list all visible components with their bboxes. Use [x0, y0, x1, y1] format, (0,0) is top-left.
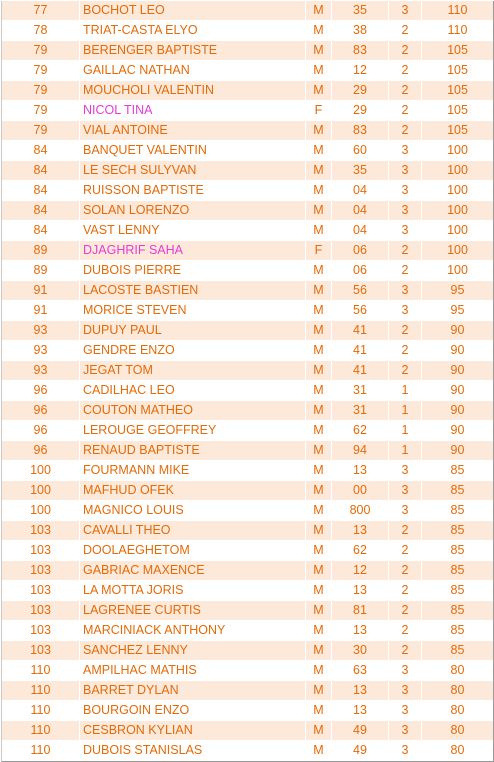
rank-cell[interactable]: 103: [2, 601, 80, 620]
name-cell[interactable]: MAGNICO LOUIS: [80, 501, 306, 520]
category-cell[interactable]: 2: [389, 621, 422, 640]
ranking-table: [1, 1, 494, 762]
points-cell[interactable]: 85: [450, 523, 465, 537]
sex-cell[interactable]: M: [306, 161, 332, 180]
sex-cell[interactable]: M: [306, 741, 332, 760]
table-row[interactable]: [2, 401, 493, 421]
department-cell[interactable]: 29: [332, 81, 389, 100]
sex-cell[interactable]: M: [306, 201, 332, 220]
category-cell[interactable]: 2: [389, 261, 422, 280]
sex-cell[interactable]: M: [306, 401, 332, 420]
table-row[interactable]: [2, 301, 493, 321]
category-cell[interactable]: 2: [389, 81, 422, 100]
rank-cell[interactable]: 96: [2, 421, 80, 440]
category-cell[interactable]: 1: [389, 401, 422, 420]
sex-cell[interactable]: M: [306, 141, 332, 160]
table-row[interactable]: [2, 201, 493, 221]
category-cell[interactable]: 1: [389, 381, 422, 400]
table-row[interactable]: [2, 421, 493, 441]
category-cell[interactable]: 3: [389, 701, 422, 720]
name-cell[interactable]: COUTON MATHEO: [80, 401, 306, 420]
category-cell[interactable]: 2: [389, 101, 422, 120]
department-cell[interactable]: 62: [332, 541, 389, 560]
department-cell[interactable]: 81: [332, 601, 389, 620]
table-row[interactable]: [2, 321, 493, 341]
table-row[interactable]: [2, 721, 493, 741]
table-row[interactable]: [2, 41, 493, 61]
sex-cell[interactable]: M: [306, 421, 332, 440]
points-cell[interactable]: 90: [450, 363, 465, 377]
category-cell[interactable]: 2: [389, 581, 422, 600]
points-cell[interactable]: 85: [450, 563, 465, 577]
rank-cell[interactable]: 103: [2, 621, 80, 640]
sex-cell[interactable]: M: [306, 521, 332, 540]
points-cell[interactable]: 85: [450, 503, 465, 517]
sex-cell[interactable]: M: [306, 561, 332, 580]
sex-cell[interactable]: M: [306, 61, 332, 80]
points-cell[interactable]: 105: [447, 123, 468, 137]
points-cell[interactable]: 100: [447, 143, 468, 157]
rank-cell[interactable]: 89: [2, 261, 80, 280]
category-cell[interactable]: 2: [389, 561, 422, 580]
sex-cell[interactable]: M: [306, 81, 332, 100]
name-cell[interactable]: DOOLAEGHETOM: [80, 541, 306, 560]
department-cell[interactable]: 29: [332, 101, 389, 120]
rank-cell[interactable]: 110: [2, 681, 80, 700]
name-cell[interactable]: VIAL ANTOINE: [80, 121, 306, 140]
table-row[interactable]: [2, 121, 493, 141]
name-cell[interactable]: LEROUGE GEOFFREY: [80, 421, 306, 440]
table-row[interactable]: [2, 521, 493, 541]
department-cell[interactable]: 06: [332, 241, 389, 260]
name-cell[interactable]: GENDRE ENZO: [80, 341, 306, 360]
points-cell[interactable]: 85: [450, 543, 465, 557]
table-row[interactable]: [2, 661, 493, 681]
rank-cell[interactable]: 84: [2, 221, 80, 240]
points-cell[interactable]: 80: [450, 683, 465, 697]
sex-cell[interactable]: M: [306, 621, 332, 640]
sex-cell[interactable]: M: [306, 281, 332, 300]
rank-cell[interactable]: 89: [2, 241, 80, 260]
points-cell[interactable]: 85: [450, 623, 465, 637]
name-cell[interactable]: BANQUET VALENTIN: [80, 141, 306, 160]
points-cell[interactable]: 80: [450, 663, 465, 677]
category-cell[interactable]: 3: [389, 141, 422, 160]
sex-cell[interactable]: M: [306, 41, 332, 60]
table-row[interactable]: [2, 281, 493, 301]
points-cell[interactable]: 95: [450, 303, 465, 317]
category-cell[interactable]: 3: [389, 481, 422, 500]
department-cell[interactable]: 31: [332, 401, 389, 420]
table-row[interactable]: [2, 621, 493, 641]
department-cell[interactable]: 04: [332, 181, 389, 200]
name-cell[interactable]: CESBRON KYLIAN: [80, 721, 306, 740]
sex-cell[interactable]: M: [306, 221, 332, 240]
sex-cell[interactable]: M: [306, 541, 332, 560]
category-cell[interactable]: 2: [389, 21, 422, 40]
category-cell[interactable]: 3: [389, 1, 422, 20]
points-cell[interactable]: 105: [447, 63, 468, 77]
sex-cell[interactable]: F: [306, 241, 332, 260]
name-cell[interactable]: BERENGER BAPTISTE: [80, 41, 306, 60]
points-cell[interactable]: 80: [450, 743, 465, 757]
table-row[interactable]: [2, 361, 493, 381]
sex-cell[interactable]: M: [306, 661, 332, 680]
points-cell[interactable]: 90: [450, 423, 465, 437]
name-cell[interactable]: CADILHAC LEO: [80, 381, 306, 400]
name-cell[interactable]: RENAUD BAPTISTE: [80, 441, 306, 460]
department-cell[interactable]: 13: [332, 681, 389, 700]
name-cell[interactable]: CAVALLI THEO: [80, 521, 306, 540]
department-cell[interactable]: 83: [332, 41, 389, 60]
category-cell[interactable]: 3: [389, 301, 422, 320]
department-cell[interactable]: 49: [332, 741, 389, 760]
category-cell[interactable]: 2: [389, 61, 422, 80]
sex-cell[interactable]: M: [306, 441, 332, 460]
name-cell[interactable]: DUPUY PAUL: [80, 321, 306, 340]
rank-cell[interactable]: 100: [2, 461, 80, 480]
points-cell[interactable]: 110: [447, 3, 468, 17]
rank-cell[interactable]: 79: [2, 81, 80, 100]
table-row[interactable]: [2, 101, 493, 121]
category-cell[interactable]: 2: [389, 241, 422, 260]
name-cell[interactable]: RUISSON BAPTISTE: [80, 181, 306, 200]
department-cell[interactable]: 62: [332, 421, 389, 440]
points-cell[interactable]: 90: [450, 403, 465, 417]
category-cell[interactable]: 2: [389, 321, 422, 340]
table-row[interactable]: [2, 161, 493, 181]
department-cell[interactable]: 60: [332, 141, 389, 160]
department-cell[interactable]: 31: [332, 381, 389, 400]
category-cell[interactable]: 1: [389, 421, 422, 440]
department-cell[interactable]: 12: [332, 61, 389, 80]
name-cell[interactable]: JEGAT TOM: [80, 361, 306, 380]
name-cell[interactable]: LACOSTE BASTIEN: [80, 281, 306, 300]
table-row[interactable]: [2, 701, 493, 721]
category-cell[interactable]: 2: [389, 121, 422, 140]
rank-cell[interactable]: 110: [2, 741, 80, 760]
table-row[interactable]: [2, 601, 493, 621]
table-row[interactable]: [2, 461, 493, 481]
points-cell[interactable]: 90: [450, 343, 465, 357]
department-cell[interactable]: 13: [332, 701, 389, 720]
category-cell[interactable]: 2: [389, 361, 422, 380]
rank-cell[interactable]: 84: [2, 201, 80, 220]
table-row[interactable]: [2, 1, 493, 21]
points-cell[interactable]: 105: [447, 103, 468, 117]
name-cell[interactable]: LA MOTTA JORIS: [80, 581, 306, 600]
category-cell[interactable]: 3: [389, 461, 422, 480]
category-cell[interactable]: 3: [389, 661, 422, 680]
points-cell[interactable]: 90: [450, 323, 465, 337]
rank-cell[interactable]: 103: [2, 581, 80, 600]
points-cell[interactable]: 105: [447, 43, 468, 57]
sex-cell[interactable]: M: [306, 681, 332, 700]
rank-cell[interactable]: 100: [2, 501, 80, 520]
category-cell[interactable]: 2: [389, 341, 422, 360]
points-cell[interactable]: 100: [447, 163, 468, 177]
sex-cell[interactable]: M: [306, 641, 332, 660]
department-cell[interactable]: 04: [332, 201, 389, 220]
table-row[interactable]: [2, 541, 493, 561]
table-row[interactable]: [2, 141, 493, 161]
points-cell[interactable]: 100: [447, 203, 468, 217]
table-row[interactable]: [2, 561, 493, 581]
points-cell[interactable]: 105: [447, 83, 468, 97]
rank-cell[interactable]: 110: [2, 661, 80, 680]
category-cell[interactable]: 1: [389, 441, 422, 460]
sex-cell[interactable]: M: [306, 701, 332, 720]
department-cell[interactable]: 41: [332, 341, 389, 360]
table-row[interactable]: [2, 261, 493, 281]
rank-cell[interactable]: 93: [2, 361, 80, 380]
rank-cell[interactable]: 78: [2, 21, 80, 40]
sex-cell[interactable]: M: [306, 121, 332, 140]
department-cell[interactable]: 35: [332, 1, 389, 20]
department-cell[interactable]: 41: [332, 361, 389, 380]
name-cell[interactable]: LAGRENEE CURTIS: [80, 601, 306, 620]
sex-cell[interactable]: F: [306, 101, 332, 120]
table-row[interactable]: [2, 81, 493, 101]
category-cell[interactable]: 2: [389, 521, 422, 540]
name-cell[interactable]: NICOL TINA: [80, 101, 306, 120]
category-cell[interactable]: 3: [389, 501, 422, 520]
rank-cell[interactable]: 91: [2, 281, 80, 300]
points-cell[interactable]: 85: [450, 643, 465, 657]
table-row[interactable]: [2, 61, 493, 81]
table-row[interactable]: [2, 441, 493, 461]
name-cell[interactable]: MORICE STEVEN: [80, 301, 306, 320]
rank-cell[interactable]: 103: [2, 561, 80, 580]
name-cell[interactable]: TRIAT-CASTA ELYO: [80, 21, 306, 40]
category-cell[interactable]: 3: [389, 181, 422, 200]
rank-cell[interactable]: 84: [2, 181, 80, 200]
department-cell[interactable]: 30: [332, 641, 389, 660]
sex-cell[interactable]: M: [306, 601, 332, 620]
category-cell[interactable]: 3: [389, 201, 422, 220]
category-cell[interactable]: 2: [389, 541, 422, 560]
points-cell[interactable]: 90: [450, 443, 465, 457]
sex-cell[interactable]: M: [306, 481, 332, 500]
rank-cell[interactable]: 84: [2, 161, 80, 180]
department-cell[interactable]: 56: [332, 281, 389, 300]
sex-cell[interactable]: M: [306, 581, 332, 600]
name-cell[interactable]: BARRET DYLAN: [80, 681, 306, 700]
rank-cell[interactable]: 93: [2, 341, 80, 360]
rank-cell[interactable]: 110: [2, 701, 80, 720]
sex-cell[interactable]: M: [306, 361, 332, 380]
rank-cell[interactable]: 77: [2, 1, 80, 20]
department-cell[interactable]: 04: [332, 221, 389, 240]
department-cell[interactable]: 800: [332, 501, 389, 520]
rank-cell[interactable]: 100: [2, 481, 80, 500]
rank-cell[interactable]: 79: [2, 61, 80, 80]
department-cell[interactable]: 38: [332, 21, 389, 40]
table-row[interactable]: [2, 741, 493, 761]
sex-cell[interactable]: M: [306, 301, 332, 320]
department-cell[interactable]: 35: [332, 161, 389, 180]
department-cell[interactable]: 13: [332, 461, 389, 480]
department-cell[interactable]: 83: [332, 121, 389, 140]
sex-cell[interactable]: M: [306, 321, 332, 340]
sex-cell[interactable]: M: [306, 501, 332, 520]
department-cell[interactable]: 63: [332, 661, 389, 680]
points-cell[interactable]: 85: [450, 603, 465, 617]
rank-cell[interactable]: 79: [2, 41, 80, 60]
rank-cell[interactable]: 91: [2, 301, 80, 320]
sex-cell[interactable]: M: [306, 721, 332, 740]
name-cell[interactable]: BOURGOIN ENZO: [80, 701, 306, 720]
sex-cell[interactable]: M: [306, 381, 332, 400]
department-cell[interactable]: 13: [332, 581, 389, 600]
sex-cell[interactable]: M: [306, 261, 332, 280]
table-row[interactable]: [2, 221, 493, 241]
department-cell[interactable]: 41: [332, 321, 389, 340]
name-cell[interactable]: MAFHUD OFEK: [80, 481, 306, 500]
sex-cell[interactable]: M: [306, 21, 332, 40]
sex-cell[interactable]: M: [306, 341, 332, 360]
category-cell[interactable]: 3: [389, 681, 422, 700]
rank-cell[interactable]: 96: [2, 381, 80, 400]
name-cell[interactable]: DJAGHRIF SAHA: [80, 241, 306, 260]
table-row[interactable]: [2, 381, 493, 401]
department-cell[interactable]: 13: [332, 521, 389, 540]
points-cell[interactable]: 80: [450, 723, 465, 737]
rank-cell[interactable]: 103: [2, 521, 80, 540]
rank-cell[interactable]: 84: [2, 141, 80, 160]
table-row[interactable]: [2, 501, 493, 521]
points-cell[interactable]: 80: [450, 703, 465, 717]
name-cell[interactable]: DUBOIS PIERRE: [80, 261, 306, 280]
sex-cell[interactable]: M: [306, 1, 332, 20]
name-cell[interactable]: DUBOIS STANISLAS: [80, 741, 306, 760]
category-cell[interactable]: 2: [389, 641, 422, 660]
category-cell[interactable]: 3: [389, 221, 422, 240]
rank-cell[interactable]: 79: [2, 121, 80, 140]
name-cell[interactable]: AMPILHAC MATHIS: [80, 661, 306, 680]
name-cell[interactable]: SOLAN LORENZO: [80, 201, 306, 220]
table-row[interactable]: [2, 181, 493, 201]
department-cell[interactable]: 06: [332, 261, 389, 280]
table-row[interactable]: [2, 681, 493, 701]
name-cell[interactable]: MOUCHOLI VALENTIN: [80, 81, 306, 100]
name-cell[interactable]: MARCINIACK ANTHONY: [80, 621, 306, 640]
name-cell[interactable]: VAST LENNY: [80, 221, 306, 240]
rank-cell[interactable]: 79: [2, 101, 80, 120]
points-cell[interactable]: 100: [447, 223, 468, 237]
points-cell[interactable]: 85: [450, 483, 465, 497]
points-cell[interactable]: 100: [447, 183, 468, 197]
rank-cell[interactable]: 110: [2, 721, 80, 740]
points-cell[interactable]: 95: [450, 283, 465, 297]
table-row[interactable]: [2, 21, 493, 41]
table-row[interactable]: [2, 641, 493, 661]
table-row[interactable]: [2, 241, 493, 261]
table-row[interactable]: [2, 481, 493, 501]
name-cell[interactable]: FOURMANN MIKE: [80, 461, 306, 480]
rank-cell[interactable]: 96: [2, 441, 80, 460]
points-cell[interactable]: 100: [447, 263, 468, 277]
category-cell[interactable]: 2: [389, 601, 422, 620]
rank-cell[interactable]: 103: [2, 541, 80, 560]
department-cell[interactable]: 13: [332, 621, 389, 640]
points-cell[interactable]: 85: [450, 463, 465, 477]
department-cell[interactable]: 12: [332, 561, 389, 580]
name-cell[interactable]: LE SECH SULYVAN: [80, 161, 306, 180]
category-cell[interactable]: 3: [389, 281, 422, 300]
category-cell[interactable]: 3: [389, 161, 422, 180]
category-cell[interactable]: 2: [389, 41, 422, 60]
sex-cell[interactable]: M: [306, 461, 332, 480]
rank-cell[interactable]: 93: [2, 321, 80, 340]
table-row[interactable]: [2, 581, 493, 601]
name-cell[interactable]: BOCHOT LEO: [80, 1, 306, 20]
sex-cell[interactable]: M: [306, 181, 332, 200]
department-cell[interactable]: 00: [332, 481, 389, 500]
category-cell[interactable]: 3: [389, 741, 422, 760]
department-cell[interactable]: 94: [332, 441, 389, 460]
name-cell[interactable]: GABRIAC MAXENCE: [80, 561, 306, 580]
points-cell[interactable]: 100: [447, 243, 468, 257]
points-cell[interactable]: 90: [450, 383, 465, 397]
name-cell[interactable]: SANCHEZ LENNY: [80, 641, 306, 660]
table-row[interactable]: [2, 341, 493, 361]
points-cell[interactable]: 85: [450, 583, 465, 597]
rank-cell[interactable]: 96: [2, 401, 80, 420]
department-cell[interactable]: 49: [332, 721, 389, 740]
department-cell[interactable]: 56: [332, 301, 389, 320]
points-cell[interactable]: 110: [447, 23, 468, 37]
category-cell[interactable]: 3: [389, 721, 422, 740]
name-cell[interactable]: GAILLAC NATHAN: [80, 61, 306, 80]
rank-cell[interactable]: 103: [2, 641, 80, 660]
